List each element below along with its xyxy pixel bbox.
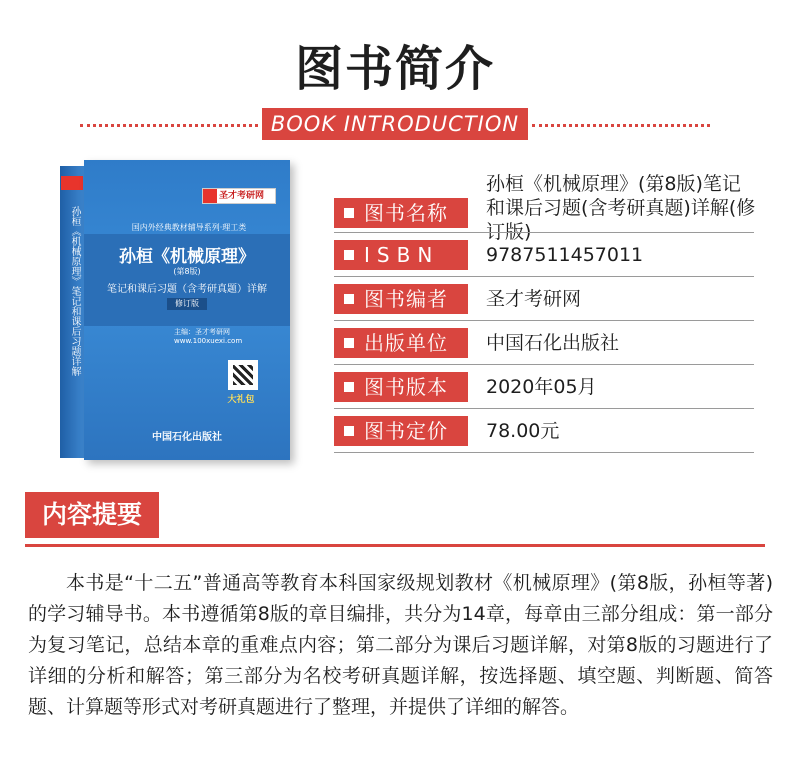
square-bullet-icon: [344, 294, 354, 304]
subtitle-banner: [0, 108, 790, 140]
summary-heading: 内容提要: [25, 492, 159, 538]
info-value: 9787511457011: [486, 244, 644, 266]
info-label: 图书定价: [334, 416, 468, 446]
info-label: 图书名称: [334, 198, 468, 228]
row-divider: [334, 364, 754, 365]
cover-edition: (第8版): [173, 267, 201, 276]
info-value: 圣才考研网: [486, 288, 582, 310]
row-divider: [334, 232, 754, 233]
summary-divider: [25, 544, 765, 547]
square-bullet-icon: [344, 208, 354, 218]
book-cover-image: [60, 160, 290, 460]
spine-logo: [61, 176, 83, 190]
cover-series: 国内外经典教材辅导系列·理工类: [131, 223, 247, 232]
cover-publisher: 中国石化出版社: [152, 432, 222, 443]
book-spine: [60, 166, 84, 458]
row-divider: [334, 408, 754, 409]
square-bullet-icon: [344, 426, 354, 436]
square-bullet-icon: [344, 382, 354, 392]
logo-mark-icon: [203, 189, 217, 203]
info-label: 出版单位: [334, 328, 468, 358]
info-value: 2020年05月: [486, 376, 597, 398]
row-divider: [334, 320, 754, 321]
cover-url: www.100xuexi.com: [174, 337, 243, 345]
cover-logo-text: 圣才考研网: [219, 191, 265, 201]
cover-author: [174, 328, 284, 346]
summary-text: 本书是“十二五”普通高等教育本科国家级规划教材《机械原理》(第8版，孙桓等著)的学习辅导书。本书遵循第8版的章目编排，共分为14章，每章由三部分组成：第一部分为复习笔记，总结本章的重难点内容；第二部分为课后习题详解，对第8版的习题进行了详细的分析和解答；第三部分为名校考研真题详解，按选择题、填空题、判断题、简答题、计算题等形式对考研真题进行了整理，并提供了详细的解答。: [28, 572, 773, 718]
qr-code-icon: [228, 360, 258, 390]
spine-title: 孙桓《机械原理》笔记和课后习题详解: [69, 206, 80, 376]
cover-title-panel: [84, 234, 290, 326]
dotted-divider-right: [532, 124, 710, 127]
info-label: 图书编者: [334, 284, 468, 314]
cover-revision-badge: 修订版: [167, 298, 207, 310]
cover-logo: [202, 188, 276, 204]
book-front: [84, 160, 290, 460]
cover-subtitle: 笔记和课后习题（含考研真题）详解: [107, 284, 267, 295]
info-value: 孙桓《机械原理》(第8版)笔记和课后习题(含考研真题)详解(修订版): [486, 173, 756, 243]
dotted-divider-left: [80, 124, 258, 127]
cover-gift-label: 大礼包: [227, 395, 255, 405]
square-bullet-icon: [344, 338, 354, 348]
row-divider: [334, 452, 754, 453]
subtitle-badge: BOOK INTRODUCTION: [262, 108, 528, 140]
square-bullet-icon: [344, 250, 354, 260]
cover-title: 孙桓《机械原理》: [119, 247, 255, 267]
info-value: 78.00元: [486, 420, 560, 442]
cover-author-line: 主编：圣才考研网: [174, 328, 230, 336]
page-title: 图书简介: [294, 41, 495, 97]
info-label: ISBN: [334, 240, 468, 270]
info-label: 图书版本: [334, 372, 468, 402]
info-value: 中国石化出版社: [486, 332, 620, 354]
row-divider: [334, 276, 754, 277]
